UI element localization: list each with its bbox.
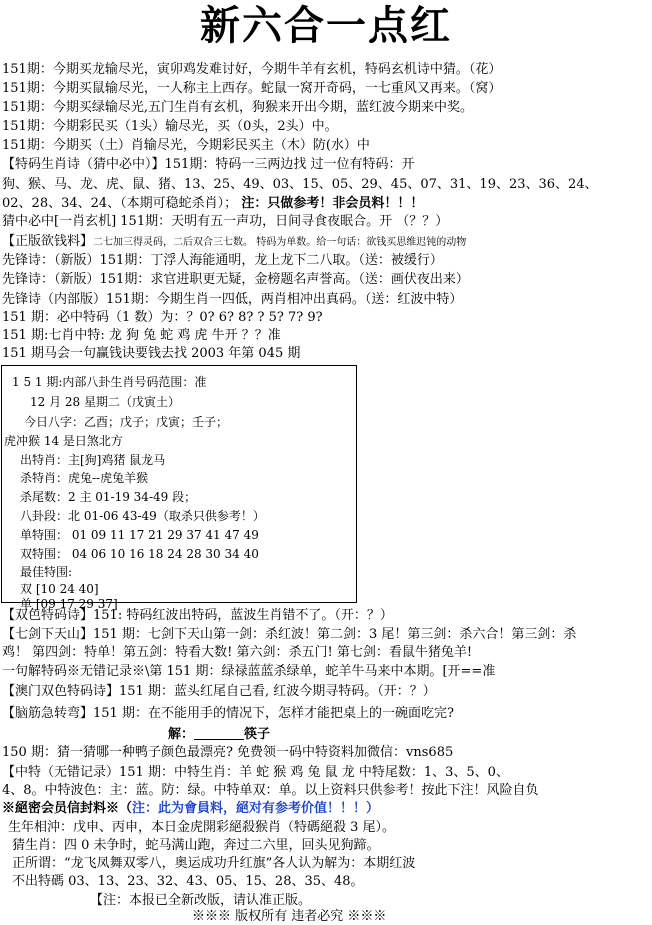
one-sentence-line: 一句解特码※无错记录※\第 151 期：绿禄蓝蓝杀绿单，蛇羊牛马来中本期。[开==准 [2,664,496,679]
box-line-5: 出特肖：主[狗]鸡猪 鼠龙马 [20,453,166,467]
notice-line: 【注：本报已全新改版，请认准正版。 [90,893,312,908]
special-line-2: 4、8。中特波色：主：蓝。防：绿。中特单双：单。以上资料只供参考！按此下注！风险自负 [2,783,539,798]
pioneer-poem-3: 先锋诗（内部版）151期：今期生肖一四低，两肖相冲出真码。（送：红波中特） [2,292,463,307]
member-note: 注：此为會員料，絕对有参考价值！！！） [132,801,380,816]
answer-underline [194,729,244,740]
box-line-6: 杀特肖：虎兔--虎兔羊猴 [20,471,149,485]
pioneer-poem-1: 先锋诗：（新版）151期：丁浮人海能通明，龙上龙下二八取。（送：被缓行） [2,253,443,268]
box-line-9: 单特围： 01 09 11 17 21 29 37 41 47 49 [20,528,259,542]
special-line-1: 【中特（无错记录）151 期：中特生肖：羊 蛇 猴 鸡 兔 鼠 龙 中特尾数：1、3、5、0、 [2,765,509,780]
page-title: 新六合一点红 [200,2,452,49]
numbers-note: 注：只做参考！非会员料！！！ [241,196,424,211]
line-green: 151期：今期买绿输尽光,五门生肖有玄机，狗猴来开出今期，蓝红波今期来中奖。 [2,100,473,115]
seven-zodiac-line: 151 期:七肖中特: 龙 狗 兔 蛇 鸡 虎 牛开 ？？准 [2,328,281,343]
zhengban-text: 二七加三得灵码，二后双合三七数。 特码为单数。给一句话：欲钱买思维迟钝的动物 [93,237,467,248]
seven-swords-line-2: 鸡！ 第四剑：特单！第五剑：特看大数! 第六剑：杀五门! 第七剑：看鼠牛猪兔羊! [2,645,473,660]
line-rat: 151期：今期买鼠输尽光，一人称主上西存。蛇鼠一窝开奇码，一七重风又再来。（窝） [2,81,502,96]
copyright-line: ※※※ 版权所有 违者必究 ※※※ [192,909,387,924]
year-clash-line: 生年相沖：戊申、丙申，本日金虎開彩絕殺猴肖（特碼絕殺 3 尾）。 [8,820,396,835]
riddle-answer-prefix: 解： [168,727,195,742]
riddle-answer-line [168,727,270,743]
double-color-poem: 【双色特码诗】151: 特码红波出特码，蓝波生肖错不了。（开：？） [2,608,393,623]
box-line-12: 双 [10 24 40] [20,582,99,596]
riddle-line: 【脑筋急转弯】151 期：在不能用手的情况下，怎样才能把桌上的一碗面吃完? [2,706,454,721]
numbers-list: 02、28、34、24、（本期可稳蛇杀肖）； [2,196,238,211]
zhengban-line [2,234,466,251]
tail-line: 151 期：必中特码（1 数）为：？0? 6? 8? ? 5? 7? 9? [2,310,323,325]
macau-poem: 【澳门双色特码诗】151 期：蓝头红尾自己看, 红波今期寻特码。（开：？） [2,684,436,699]
line-head: 151期：今期彩民买（1头）输尽光，买（0头，2头）中。 [2,119,338,134]
box-line-2: 12 月 28 星期二（戊寅土） [30,395,180,409]
poem-line: 猜中必中[一肖玄机] 151期：天明有五一声功，日间寻食夜眠合。开 （？？） [2,214,449,229]
box-line-4: 虎冲猴 14 是日煞北方 [4,434,123,448]
riddle-answer: 筷子 [244,727,271,742]
zhengban-heading: 【正版欲钱料】 [2,234,94,249]
saying-line: 正所谓：“龙飞凤舞双零八，奥运成功升红旗”各人认为解为：本期红波 [12,856,416,871]
duck-riddle-line: 150 期：猜一猜哪一种鸭子颜色最漂亮? 免费领一码中特资料加微信：vns685 [2,745,454,760]
box-line-1: 1 5 1 期:内部八卦生肖号码范围：准 [12,375,207,389]
mahui-line: 151 期马会一句赢钱诀要钱去找 2003 年第 045 期 [2,346,301,361]
box-line-13: 单 [09 17 29 37] [20,597,118,611]
poem-heading: 【特码生肖诗（猜中必中）】151期：特码一三两边找 过一位有特码：开 [2,157,415,172]
pioneer-poem-2: 先锋诗：（新版）151期：求官进职更无疑，金榜题名声誉高。（送：画伏夜出来） [2,272,469,287]
no-special-line: 不出特碼 03、13、23、32、43、05、15、28、35、48。 [12,874,364,889]
numbers-line-1: 狗、猴、马、龙、虎、鼠、猪、13、25、49、03、15、05、29、45、07、31、19、23、36、24、 [2,177,598,192]
numbers-line-2 [2,196,423,212]
box-line-7: 杀尾数：2 主 01-19 34-49 段； [20,490,197,504]
internal-bagua-box [1,365,357,611]
box-line-11: 最佳特围: [20,565,73,579]
member-heading: ※絕密会员信封料※（ [2,801,133,816]
box-line-8: 八卦段：北 01-06 43-49（取杀只供参考！） [20,509,265,523]
line-dragon: 151期：今期买龙输尽光，寅卯鸡发难讨好，今期牛羊有玄机，特码玄机诗中猜。（花） [2,62,502,77]
box-line-10: 双特围： 04 06 10 16 18 24 28 30 34 40 [20,547,259,561]
seven-swords-line-1: 【七剑下天山】151 期：七剑下天山第一剑：杀红波！第二剑：3 尾！第三剑：杀六合！第三剑：杀 [2,627,577,642]
box-line-3: 今日八字：乙酉；戊子；戊寅；壬子； [24,415,229,429]
guess-zodiac-line: 猜生肖：四 0 未争时，蛇马满山跑，奔过二六里，回头见狗蹄。 [12,838,380,853]
line-element: 151期：今期买（土）肖输尽光，今期彩民买主（木）防(水）中 [2,138,370,153]
member-line [2,801,379,817]
